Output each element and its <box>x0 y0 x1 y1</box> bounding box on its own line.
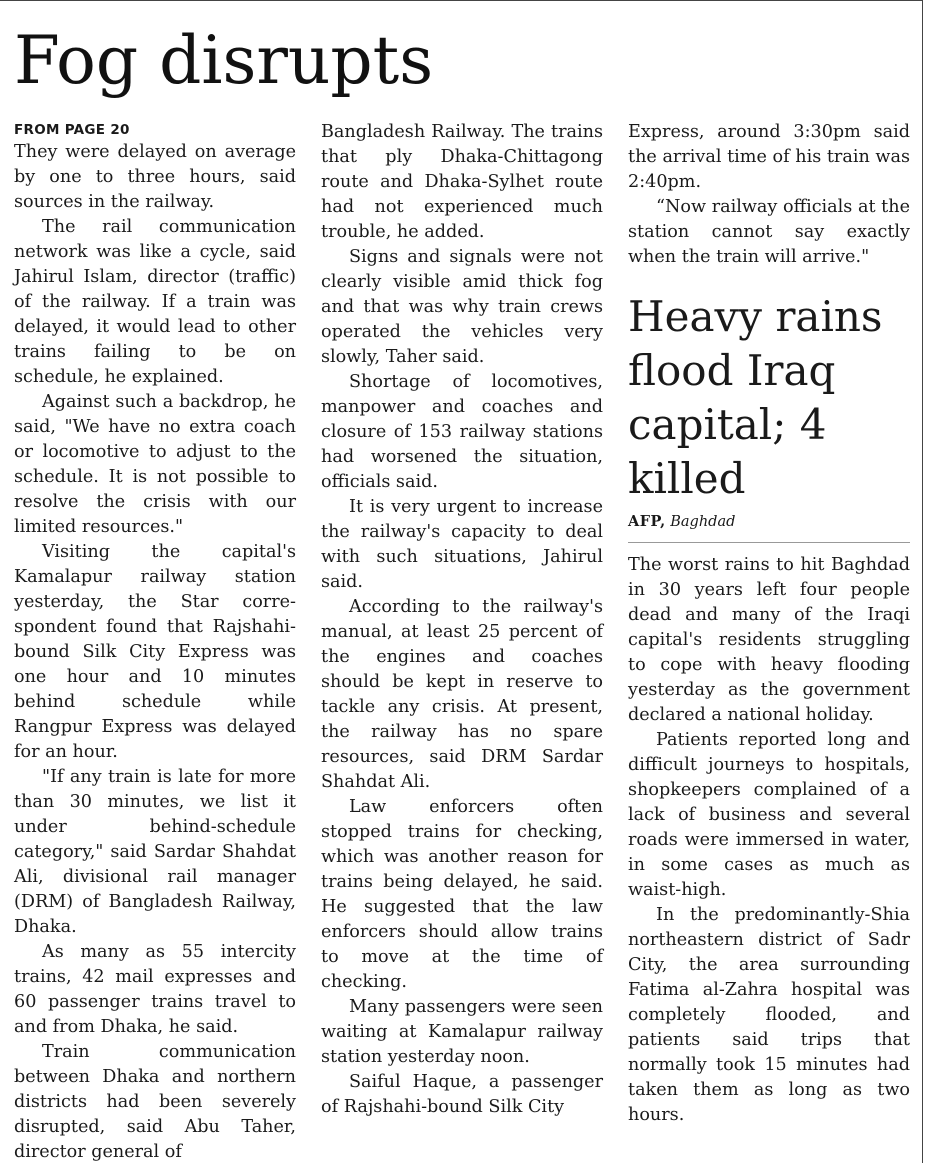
story1-paragraph: "If any train is late for more than 30 minutes, we list it under behind-schedule category," said Sardar Shahdat Ali, divisional rail manager (DRM) of Bangladesh Railway, Dhaka. <box>14 767 296 937</box>
story2-headline: Heavy rains flood Iraq capital; 4 killed <box>628 292 883 503</box>
story1-paragraph: Saiful Haque, a passenger of Rajshahi-bound Silk City <box>321 1072 603 1117</box>
story1-paragraph: The rail communication network was like a cycle, said Jahirul Islam, director (traffic) of the railway. If a train was delayed, it would lead to other trains failing to be on schedule, he explained. <box>14 217 296 387</box>
column-2 <box>321 120 603 1120</box>
story1-paragraph: Visiting the capital's Kamalapur railway station yesterday, the Star correspondent found that Rajshahi-bound Silk City Express was one hour and 10 minutes behind schedule while Rangpur Express was delayed for an hour. <box>14 542 296 762</box>
story2-paragraph: The worst rains to hit Baghdad in 30 years left four people dead and many of the Iraqi capital's residents struggling to cope with heavy flooding yesterday as the government declared a national holiday. <box>628 555 910 725</box>
story1-paragraph: Signs and signals were not clearly visible amid thick fog and that was why train crews operated the vehicles very slowly, Taher said. <box>321 247 603 367</box>
story1-paragraph: It is very urgent to increase the railway's capacity to deal with such situations, Jahirul said. <box>321 497 603 592</box>
story1-headline: Fog disrupts <box>14 22 434 99</box>
continued-from-label: FROM PAGE 20 <box>14 122 130 138</box>
column-1 <box>14 120 296 1165</box>
story1-paragraph: “Now railway officials at the station cannot say exactly when the train will arrive." <box>628 197 910 267</box>
story2-byline <box>628 510 910 543</box>
story2-paragraph: In the predominantly-Shia northeastern district of Sadr City, the area surrounding Fatima al-Zahra hospital was completely flooded, and patients said trips that normally took 15 minutes had taken them as long as two hours. <box>628 905 910 1125</box>
story1-paragraph: According to the railway's manual, at least 25 percent of the engines and coaches should be kept in reserve to tackle any crisis. At present, the railway has no spare resources, said DRM Sardar Shahdat Ali. <box>321 597 603 792</box>
story2-paragraph: Patients reported long and difficult journeys to hospitals, shopkeepers complained of a lack of business and several roads were immersed in water, in some cases as much as waist-high. <box>628 730 910 900</box>
story1-paragraph: Train communication between Dhaka and northern districts had been severely disrupted, said Abu Taher, director general of <box>14 1042 296 1162</box>
story1-paragraph: They were delayed on average by one to three hours, said sources in the railway. <box>14 142 296 212</box>
story1-paragraph: Bangladesh Railway. The trains that ply Dhaka-Chittagong route and Dhaka-Sylhet route had not experienced much trouble, he added. <box>321 122 603 242</box>
story1-paragraph: Against such a backdrop, he said, "We have no extra coach or locomotive to adjust to the schedule. It is not possible to resolve the crisis with our limited resources." <box>14 392 296 537</box>
story1-paragraph: Law enforcers often stopped trains for checking, which was another reason for trains being delayed, he said. He suggested that the law enforcers should allow trains to move at the time of checking. <box>321 797 603 992</box>
story2-body <box>628 553 910 1128</box>
story1-paragraph: Many passengers were seen waiting at Kamalapur railway station yesterday noon. <box>321 997 603 1067</box>
story1-paragraph: As many as 55 intercity trains, 42 mail expresses and 60 passenger trains travel to and from Dhaka, he said. <box>14 942 296 1037</box>
byline-place: Baghdad <box>670 514 736 530</box>
story1-paragraph: Express, around 3:30pm said the arrival time of his train was 2:40pm. <box>628 122 910 192</box>
column-3 <box>628 120 910 1128</box>
byline-agency: AFP, <box>628 513 666 530</box>
story1-paragraph: Shortage of locomotives, manpower and coaches and closure of 153 railway stations had worsened the situation, officials said. <box>321 372 603 492</box>
